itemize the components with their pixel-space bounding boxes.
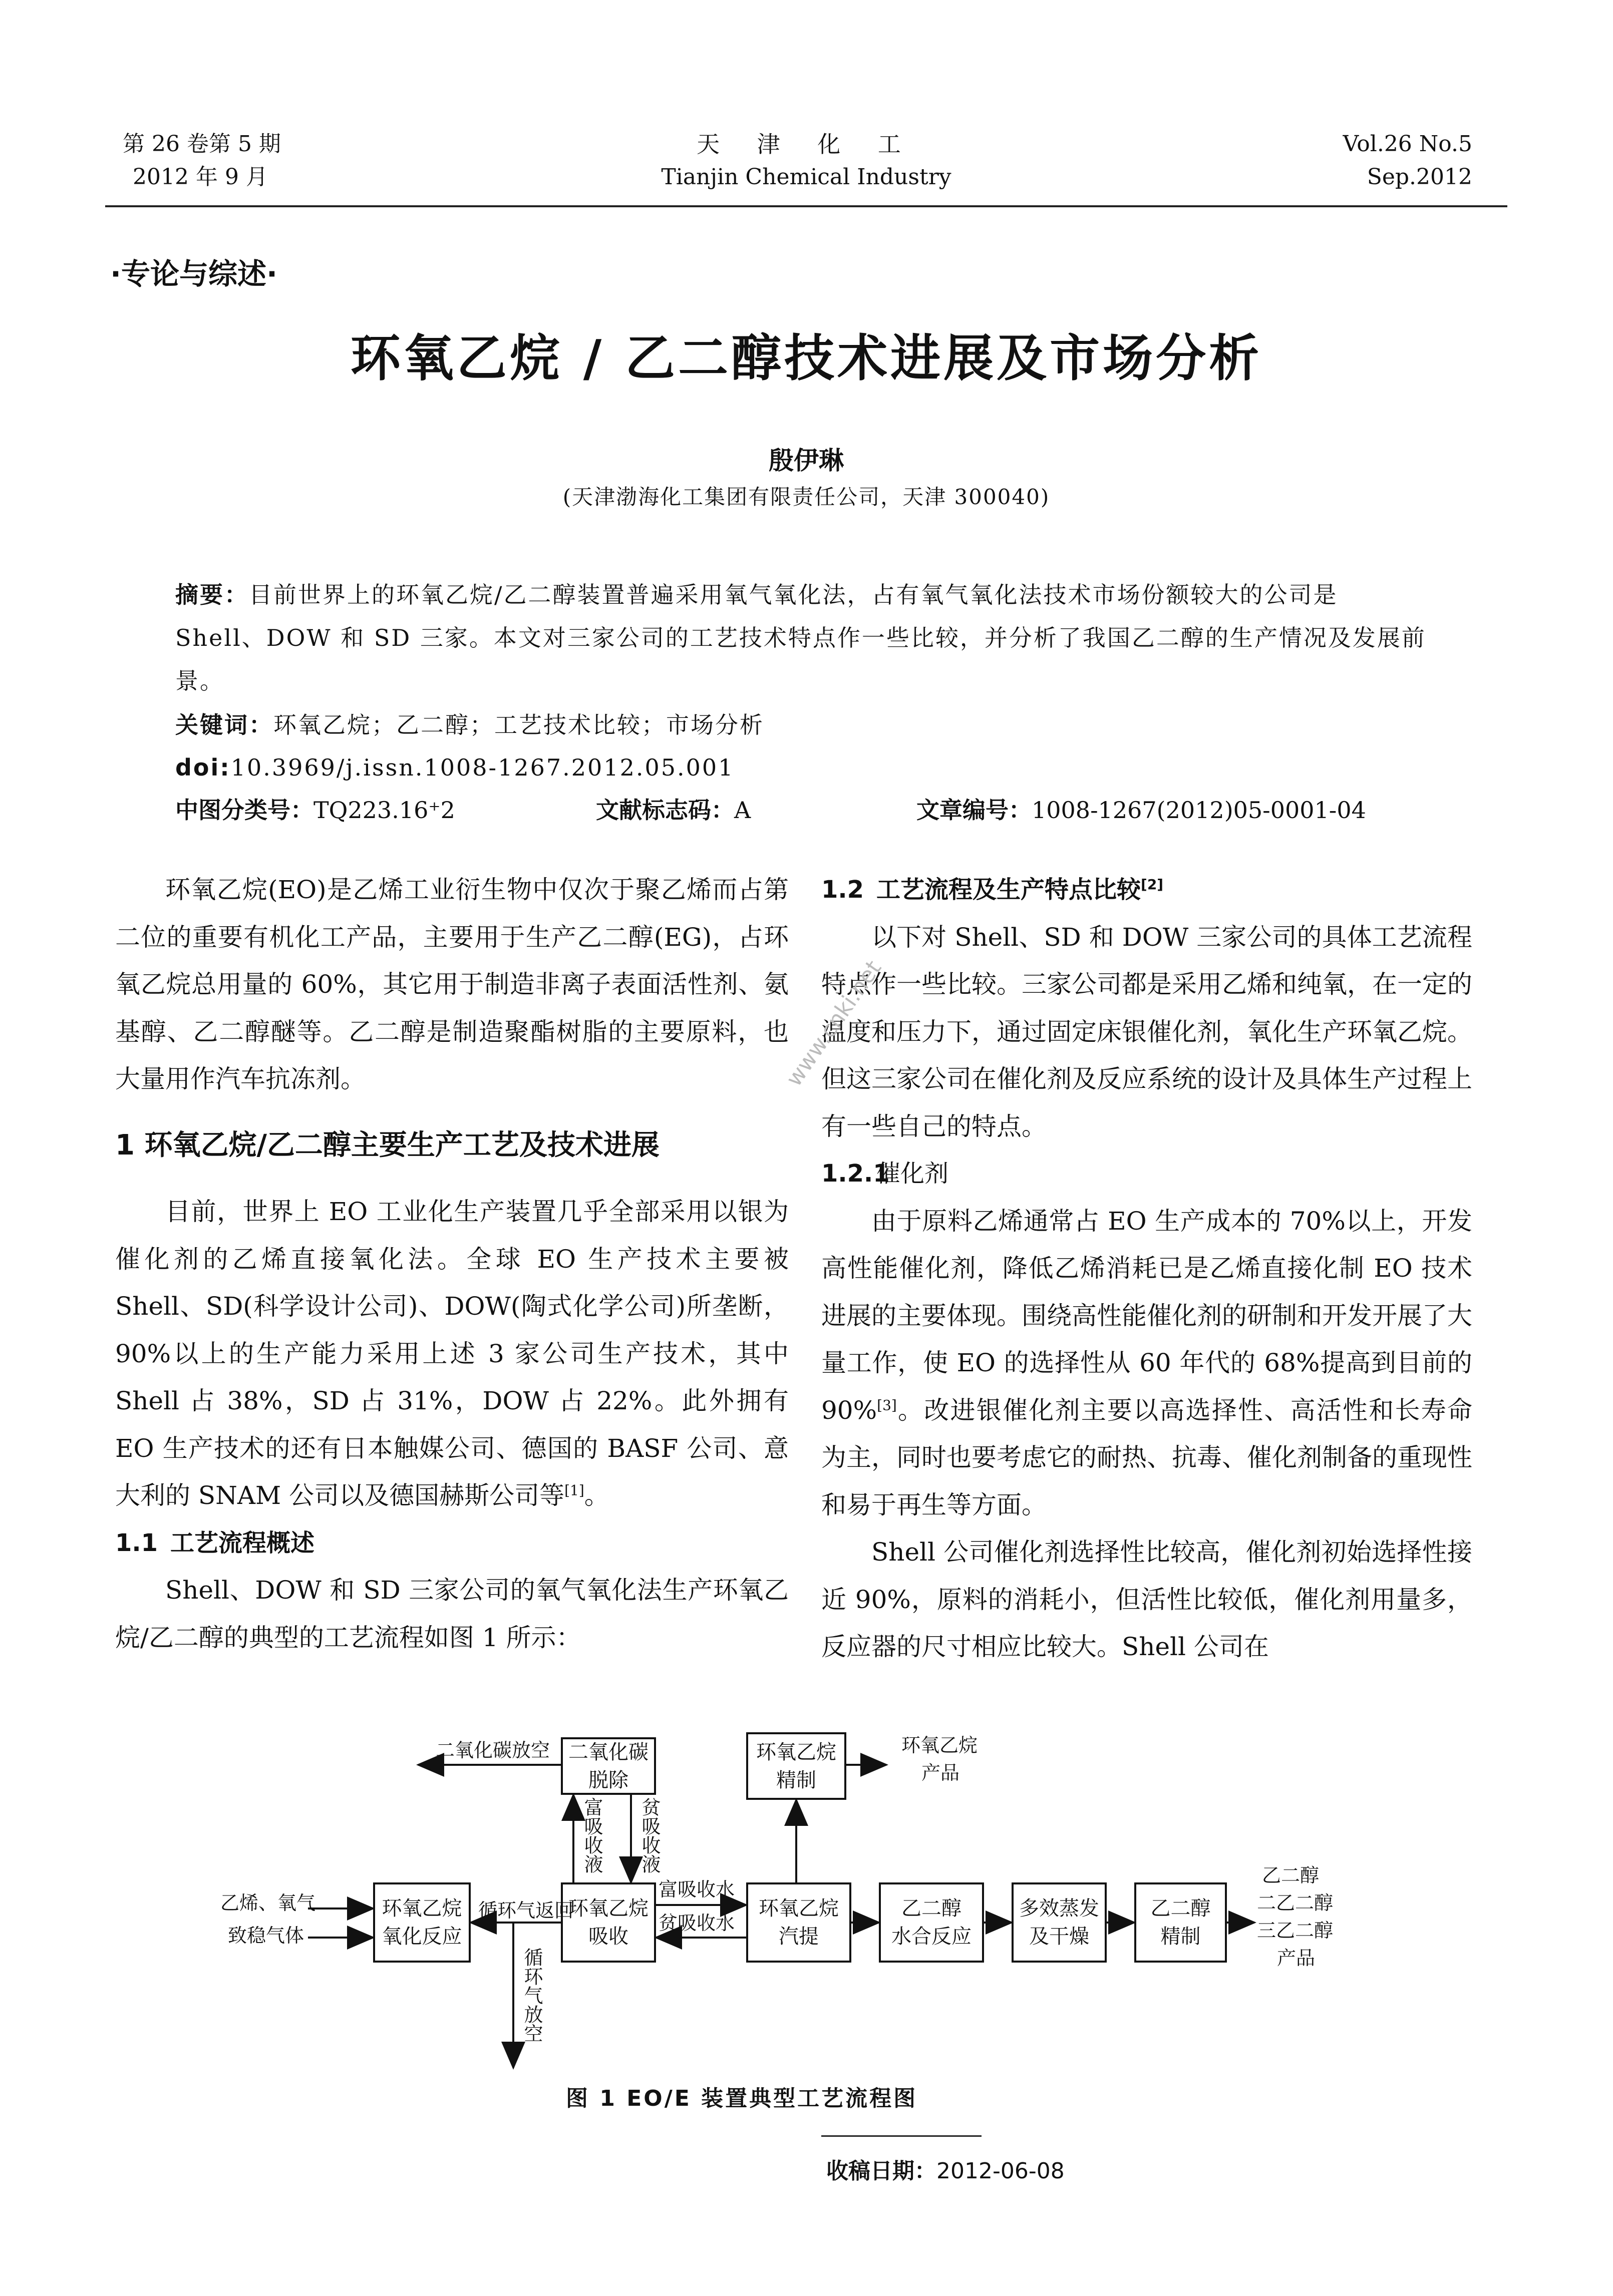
- eo-absorb-line2: 吸收: [588, 1925, 628, 1948]
- section-tag: ·专论与综述·: [110, 257, 278, 291]
- section-1-1-title: 工艺流程概述: [170, 1528, 315, 1557]
- watermark: www.cnki.net: [781, 956, 887, 1091]
- eo-product-label-2: 产品: [921, 1762, 960, 1784]
- eo-refine-box: [746, 1732, 846, 1800]
- co2-removal-line2: 脱除: [588, 1768, 628, 1792]
- eo-refine-line2: 精制: [776, 1768, 816, 1792]
- intro-paragraph: 环氧乙烷(EO)是乙烯工业衍生物中仅次于聚乙烯而占第二位的重要有机化工产品，主要用于生产乙二醇(EG)，占环氧乙烷总用量的 60%，其它用于制造非离子表面活性剂、氨基醇、乙二醇醚等。乙二醇是制造聚酯树脂的主要原料，也大量用作汽车抗冻剂。: [115, 875, 789, 1093]
- eo-oxidation-line2: 氧化反应: [382, 1925, 462, 1948]
- left-column: [115, 866, 789, 1661]
- section-1-2-title: 工艺流程及生产特点比较: [876, 876, 1141, 904]
- section-1-2-1-title: 催化剂: [876, 1160, 949, 1188]
- evap-dry-line1: 多效蒸发: [1019, 1897, 1099, 1920]
- article-number: [916, 789, 1366, 832]
- clc-code: [175, 789, 455, 832]
- section-1-2-1-number: 1.2.1: [821, 1160, 890, 1188]
- section-1-paragraph: [115, 1188, 789, 1519]
- doi-text: 10.3969/j.issn.1008-1267.2012.05.001: [230, 754, 735, 781]
- eg-hydration-line1: 乙二醇: [901, 1897, 961, 1920]
- received-date: [826, 2153, 1065, 2185]
- recycle-return-label: 循环气返回: [478, 1899, 574, 1922]
- teg-product-label: 三乙二醇: [1257, 1920, 1334, 1942]
- section-1-text-end: 。: [584, 1481, 609, 1510]
- section-1-text: 目前，世界上 EO 工业化生产装置几乎全部采用以银为催化剂的乙烯直接氧化法。全球 EO 生产技术主要被 Shell、SD(科学设计公司)、DOW(陶式化学公司)所垄断，90%以上的生产能力采用上述 3 家公司生产技术，其中 Shell 占 38%，SD 占 31%，DOW 占 22%。此外拥有 EO 生产技术的还有日本触媒公司、德国的 BASF 公司、意大利的 SNAM 公司以及德国赫斯公司等: [115, 1197, 789, 1510]
- received-value: 2012-06-08: [936, 2158, 1065, 2184]
- rich-water-label: 富吸收水: [659, 1878, 735, 1900]
- eo-absorb-line1: 环氧乙烷: [568, 1897, 649, 1920]
- paper-title: 环氧乙烷 / 乙二醇技术进展及市场分析: [350, 329, 1262, 388]
- ref-3[interactable]: [3]: [877, 1396, 897, 1413]
- header-left: [123, 128, 281, 194]
- eg-product-label: 乙二醇: [1262, 1864, 1320, 1886]
- figure-caption: 图 1 EO/E 装置典型工艺流程图: [566, 2086, 918, 2111]
- catalyst-text-end: 。改进银催化剂主要以高选择性、高活性和长寿命为主，同时也要考虑它的耐热、抗毒、催化剂制备的重现性和易于再生等方面。: [821, 1395, 1472, 1519]
- abstract: [175, 573, 1437, 702]
- co2-vent-label: 二氧化碳放空: [436, 1739, 550, 1761]
- doc-code: [596, 789, 751, 832]
- co2-removal-box: [561, 1737, 656, 1795]
- author-name: 殷伊琳: [769, 446, 844, 475]
- eo-strip-line1: 环氧乙烷: [759, 1897, 839, 1920]
- eg-refine-box: [1134, 1882, 1227, 1963]
- eg-hydration-box: [879, 1882, 984, 1963]
- products-label: 产品: [1277, 1947, 1316, 1969]
- section-1-2-number: 1.2: [821, 876, 864, 904]
- footnote-rule: [821, 2135, 982, 2137]
- evap-dry-line2: 及干燥: [1029, 1925, 1089, 1948]
- process-flow-diagram: [200, 1717, 1482, 2078]
- right-column: [821, 866, 1472, 1671]
- section-1-1-number: 1.1: [115, 1528, 158, 1557]
- eg-hydration-line2: 水合反应: [891, 1925, 972, 1948]
- deg-product-label: 二乙二醇: [1257, 1892, 1334, 1914]
- eo-oxidation-line1: 环氧乙烷: [382, 1897, 462, 1920]
- abstract-text: 目前世界上的环氧乙烷/乙二醇装置普遍采用氧气氧化法，占有氧气氧化法技术市场份额较大的公司是 Shell、DOW 和 SD 三家。本文对三家公司的工艺技术特点作一些比较，并分析了我国乙二醇的生产情况及发展前景。: [175, 581, 1426, 694]
- lean-liquid-label: 贫吸收液: [638, 1797, 661, 1873]
- keywords-text: 环氧乙烷；乙二醇；工艺技术比较；市场分析: [273, 711, 764, 738]
- eg-refine-line2: 精制: [1160, 1925, 1201, 1948]
- eg-refine-line1: 乙二醇: [1150, 1897, 1211, 1920]
- feed-label-1: 乙烯、氧气: [220, 1892, 316, 1914]
- co2-removal-line1: 二氧化碳: [568, 1740, 649, 1764]
- eo-absorb-box: [561, 1882, 656, 1963]
- ref-2[interactable]: [2]: [1141, 876, 1164, 893]
- eo-product-label-1: 环氧乙烷: [901, 1734, 978, 1756]
- section-1-1-paragraph: Shell、DOW 和 SD 三家公司的氧气氧化法生产环氧乙烷/乙二醇的典型的工艺流程如图 1 所示：: [115, 1576, 789, 1652]
- catalyst-text: 由于原料乙烯通常占 EO 生产成本的 70%以上，开发高性能催化剂，降低乙烯消耗已是乙烯直接化制 EO 技术进展的主要体现。围绕高性能催化剂的研制和开发开展了大量工作，使 EO 的选择性从 60 年代的 68%提高到目前的 90%: [821, 1206, 1472, 1425]
- clc-value: TQ223.16⁺2: [313, 797, 455, 824]
- header-center: [556, 128, 1057, 194]
- volume-en: Vol.26 No.5: [1343, 131, 1472, 157]
- eo-strip-box: [746, 1882, 851, 1963]
- catalyst-paragraph: [821, 1198, 1472, 1529]
- section-1-heading: 1 环氧乙烷/乙二醇主要生产工艺及技术进展: [115, 1128, 660, 1162]
- section-1-1-heading: [115, 1519, 789, 1567]
- journal-name-en: Tianjin Chemical Industry: [661, 164, 951, 190]
- keywords: [175, 703, 1437, 746]
- feed-label-2: 致稳气体: [228, 1925, 304, 1947]
- journal-name-cn: 天 津 化 工: [697, 131, 916, 158]
- author-affiliation: (天津渤海化工集团有限责任公司，天津 300040): [562, 485, 1050, 509]
- eo-strip-line2: 汽提: [779, 1925, 819, 1948]
- keywords-label: 关键词：: [175, 711, 273, 738]
- doc-code-label: 文献标志码：: [596, 797, 734, 824]
- article-no-value: 1008-1267(2012)05-0001-04: [1032, 797, 1366, 824]
- rich-liquid-label: 富吸收液: [581, 1797, 603, 1873]
- doi: [175, 746, 1437, 789]
- doc-code-value: A: [734, 797, 751, 824]
- section-1-2-paragraph: 以下对 Shell、SD 和 DOW 三家公司的具体工艺流程特点作一些比较。三家公司都是采用乙烯和纯氧，在一定的温度和压力下，通过固定床银催化剂，氧化生产环氧乙烷。但这三家公司在催化剂及反应系统的设计及具体生产过程上有一些自己的特点。: [821, 922, 1472, 1141]
- section-1-2-1-heading: [821, 1150, 1472, 1198]
- recycle-vent-label: 循环气放空: [521, 1948, 543, 2043]
- section-1-2-heading: [821, 866, 1472, 914]
- received-label: 收稿日期：: [826, 2158, 936, 2184]
- lean-water-label: 贫吸收水: [659, 1912, 735, 1934]
- header-rule: [105, 205, 1507, 207]
- abstract-label: 摘要：: [175, 581, 249, 608]
- doi-label: doi:: [175, 754, 231, 781]
- clc-label: 中图分类号：: [175, 797, 313, 824]
- volume-cn: 第 26 卷第 5 期: [123, 131, 281, 157]
- eo-oxidation-box: [373, 1882, 471, 1963]
- header-right: [1262, 128, 1472, 194]
- eo-refine-line1: 环氧乙烷: [756, 1740, 836, 1764]
- date-en: Sep.2012: [1367, 164, 1472, 190]
- shell-catalyst-paragraph: Shell 公司催化剂选择性比较高，催化剂初始选择性接近 90%，原料的消耗小，但活性比较低，催化剂用量多，反应器的尺寸相应比较大。Shell 公司在: [821, 1538, 1472, 1661]
- evap-dry-box: [1012, 1882, 1107, 1963]
- date-cn: 2012 年 9 月: [133, 164, 268, 190]
- article-no-label: 文章编号：: [916, 797, 1032, 824]
- classification-row: [175, 789, 1457, 834]
- ref-1[interactable]: [1]: [564, 1482, 584, 1499]
